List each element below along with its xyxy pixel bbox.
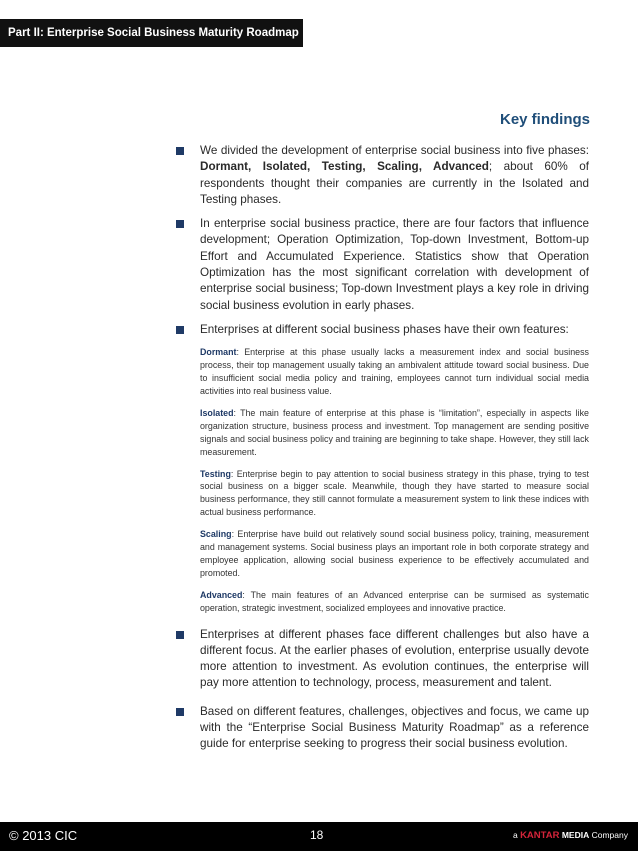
phase-description: Scaling: Enterprise have build out relatively sound social business policy, training, measurement and management systems. Social business plays an important role in both corporate strategy and employee application, allowing social business experience to be effectively accumulated and promoted. <box>200 529 589 578</box>
phase-term: Advanced <box>200 589 243 600</box>
phase-term: Testing <box>200 468 231 479</box>
phase-term: Isolated <box>200 407 234 418</box>
phase-list: Dormant, Isolated, Testing, Scaling, Advanced <box>200 160 489 174</box>
copyright: © 2013 CIC <box>9 828 78 843</box>
phase-description: Testing: Enterprise begin to pay attention to social business strategy in this phase, trying to test social business on a bigger scale. Meanwhile, though they have started to measure social business performance, they still cannot formulate a measurement system to link these indices with actual business performance. <box>200 468 589 518</box>
square-bullet-icon <box>176 708 184 716</box>
section-title: Key findings <box>499 111 590 128</box>
header-bar <box>0 19 303 47</box>
square-bullet-icon <box>176 326 184 334</box>
phase-term: Dormant <box>200 347 237 358</box>
page-number: 18 <box>310 828 324 842</box>
header-label: Part II: Enterprise Social Business Maturity Roadmap <box>8 27 299 39</box>
finding-bullet: In enterprise social business practice, there are four factors that influence development; Operation Optimization, Top-down Investment, Bottom-up Effort and Accumulated Experience. Statistics show that Operation Optimization has the most significant correlation with development of enterprise social business; Top-down Investment plays a key role in driving social business evolution in early phases. <box>174 216 589 314</box>
phase-description: Dormant: Enterprise at this phase usually lacks a measurement index and social business process, their top management usually taking an ambivalent attitude toward social business. Due to insufficient social media policy and training, employees cannot turn individual social media activities into real business value. <box>200 347 589 396</box>
footer-bar <box>0 822 638 851</box>
key-findings-content <box>174 143 589 761</box>
finding-bullet: Based on different features, challenges, objectives and focus, we came up with the “Enterprise Social Business Maturity Roadmap” as a reference guide for enterprise seeking to progress their social business evolution. <box>174 704 589 753</box>
square-bullet-icon <box>176 220 184 228</box>
finding-bullet: Enterprises at different social business phases have their own features: <box>174 322 589 338</box>
phase-description: Isolated: The main feature of enterprise at this phase is “limitation”, especially in aspects like organization structure, business process and investment. Top management are sending positive signals and social business policy and training are beginning to take shape. However, they still lack measurement. <box>200 407 589 457</box>
phase-term: Scaling <box>200 529 232 540</box>
finding-bullet: Enterprises at different phases face different challenges but also have a different focus. At the earlier phases of evolution, enterprise usually devote more attention to investment. As evolution continues, the enterprise will pay more attention to technology, process, measurement and talent. <box>174 627 589 692</box>
square-bullet-icon <box>176 147 184 155</box>
square-bullet-icon <box>176 631 184 639</box>
kantar-media-logo: a KANTAR MEDIA Company <box>512 830 628 841</box>
finding-bullet: We divided the development of enterprise social business into five phases: Dormant, Isolated, Testing, Scaling, Advanced; about 60% of respondents thought their companies are currently in the Isolated and Testing phases. <box>174 143 589 208</box>
phase-description: Advanced: The main features of an Advanced enterprise can be surmised as systematic operation, strategic investment, socialized employees and innovative practice. <box>200 589 589 613</box>
